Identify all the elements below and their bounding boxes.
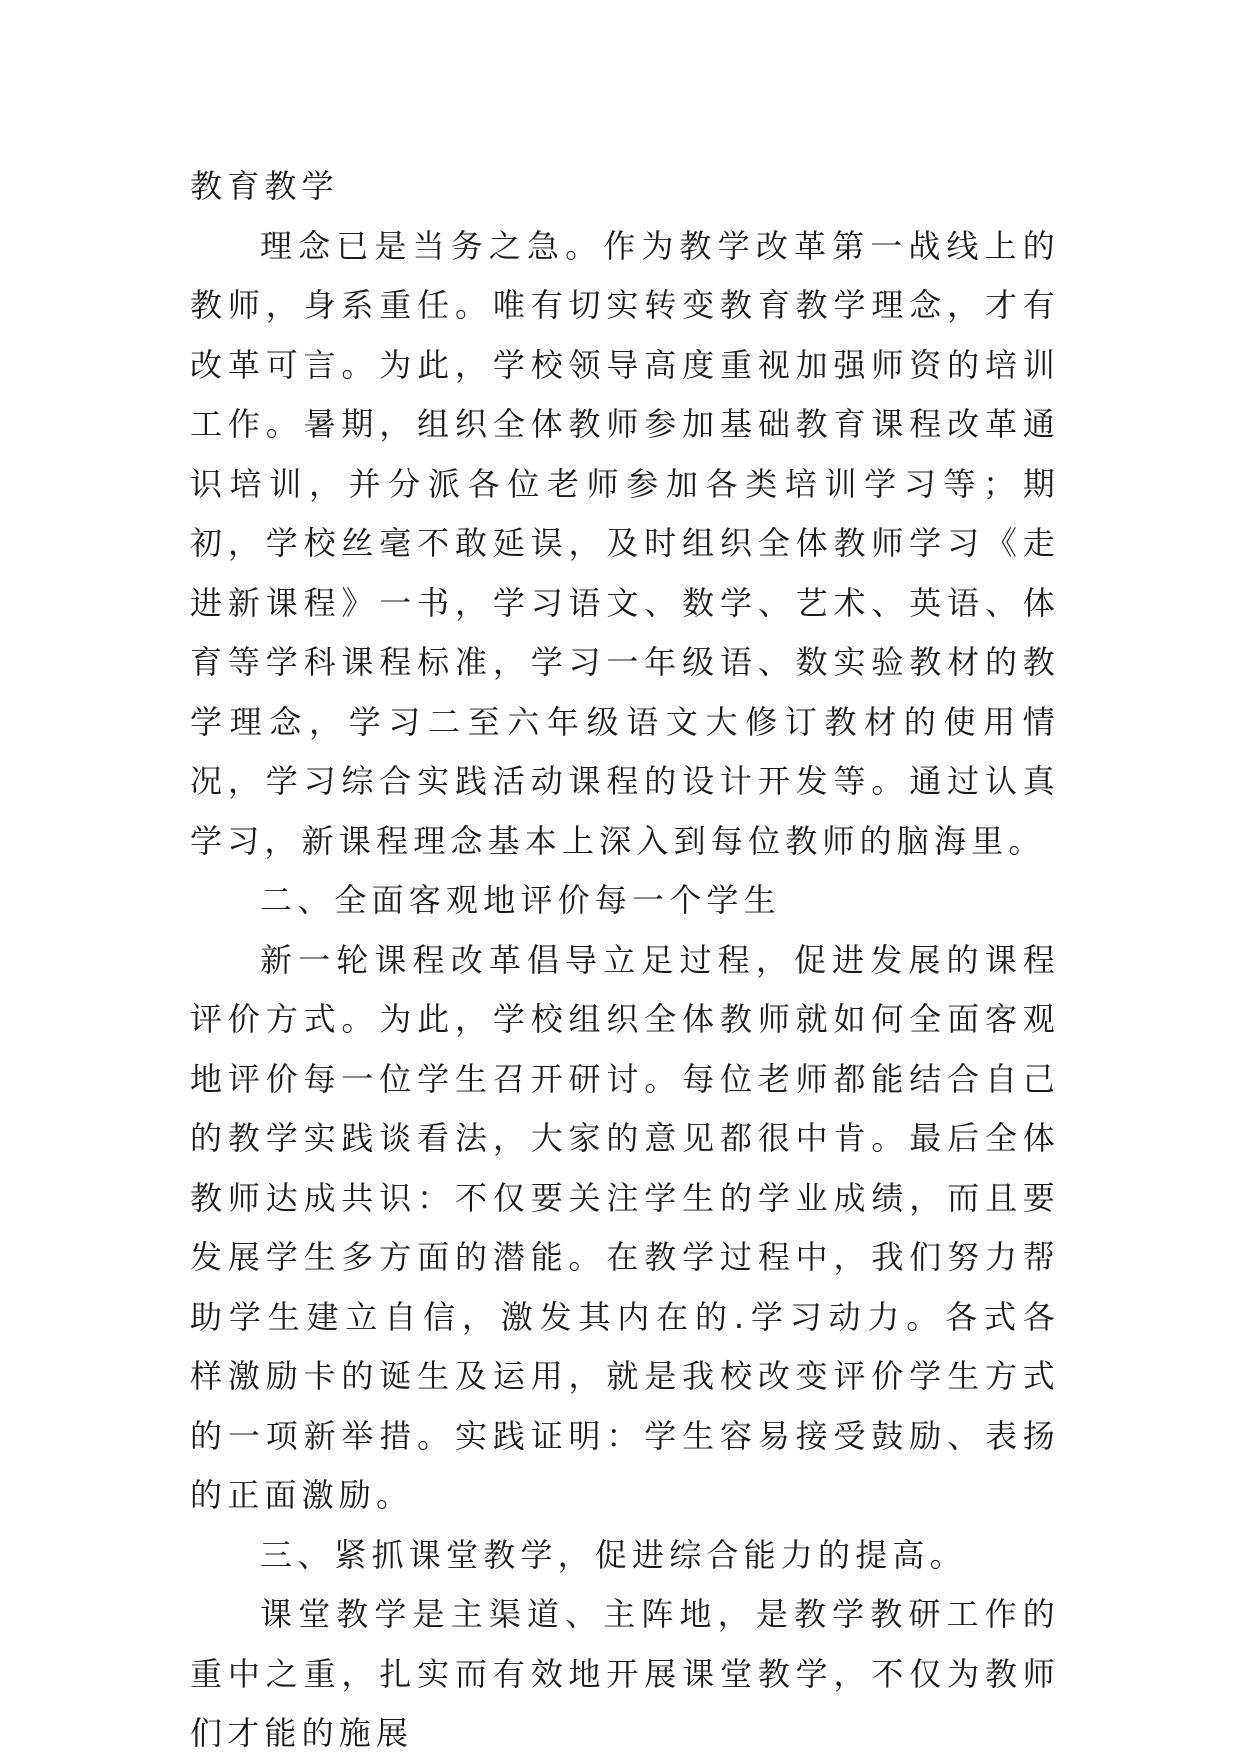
- section-heading-classroom: 三、紧抓课堂教学，促进综合能力的提高。: [260, 1535, 967, 1574]
- paragraph-evaluation: 新一轮课程改革倡导立足过程，促进发展的课程评价方式。为此，学校组织全体教师就如何全面客观地评价每一位学生召开研讨。每位老师都能结合自己的教学实践谈看法，大家的意见都很中肯。最后全体教师达成共识：不仅要关注学生的学业成绩，而且要发展学生多方面的潜能。在教学过程中，我们努力帮助学生建立自信，激发其内在的.学习动力。各式各样激励卡的诞生及运用，就是我校改变评价学生方式的一项新举措。实践证明：学生容易接受鼓励、表扬的正面激励。: [190, 940, 1060, 1514]
- paragraph-classroom: 课堂教学是主渠道、主阵地，是教学教研工作的重中之重，扎实而有效地开展课堂教学，不仅为教师们才能的施展: [190, 1595, 1060, 1752]
- paragraph-teaching-philosophy: 理念已是当务之急。作为教学改革第一战线上的教师，身系重任。唯有切实转变教育教学理念，才有改革可言。为此，学校领导高度重视加强师资的培训工作。暑期，组织全体教师参加基础教育课程改革通识培训，并分派各位老师参加各类培训学习等；期初，学校丝毫不敢延误，及时组织全体教师学习《走进新课程》一书，学习语文、数学、艺术、英语、体育等学科课程标准，学习一年级语、数实验教材的教学理念，学习二至六年级语文大修订教材的使用情况，学习综合实践活动课程的设计开发等。通过认真学习，新课程理念基本上深入到每位教师的脑海里。: [190, 226, 1060, 860]
- section-heading-evaluation: 二、全面客观地评价每一个学生: [260, 881, 781, 919]
- document-body: [190, 157, 1060, 1764]
- paragraph-heading-fragment: 教育教学: [190, 167, 339, 205]
